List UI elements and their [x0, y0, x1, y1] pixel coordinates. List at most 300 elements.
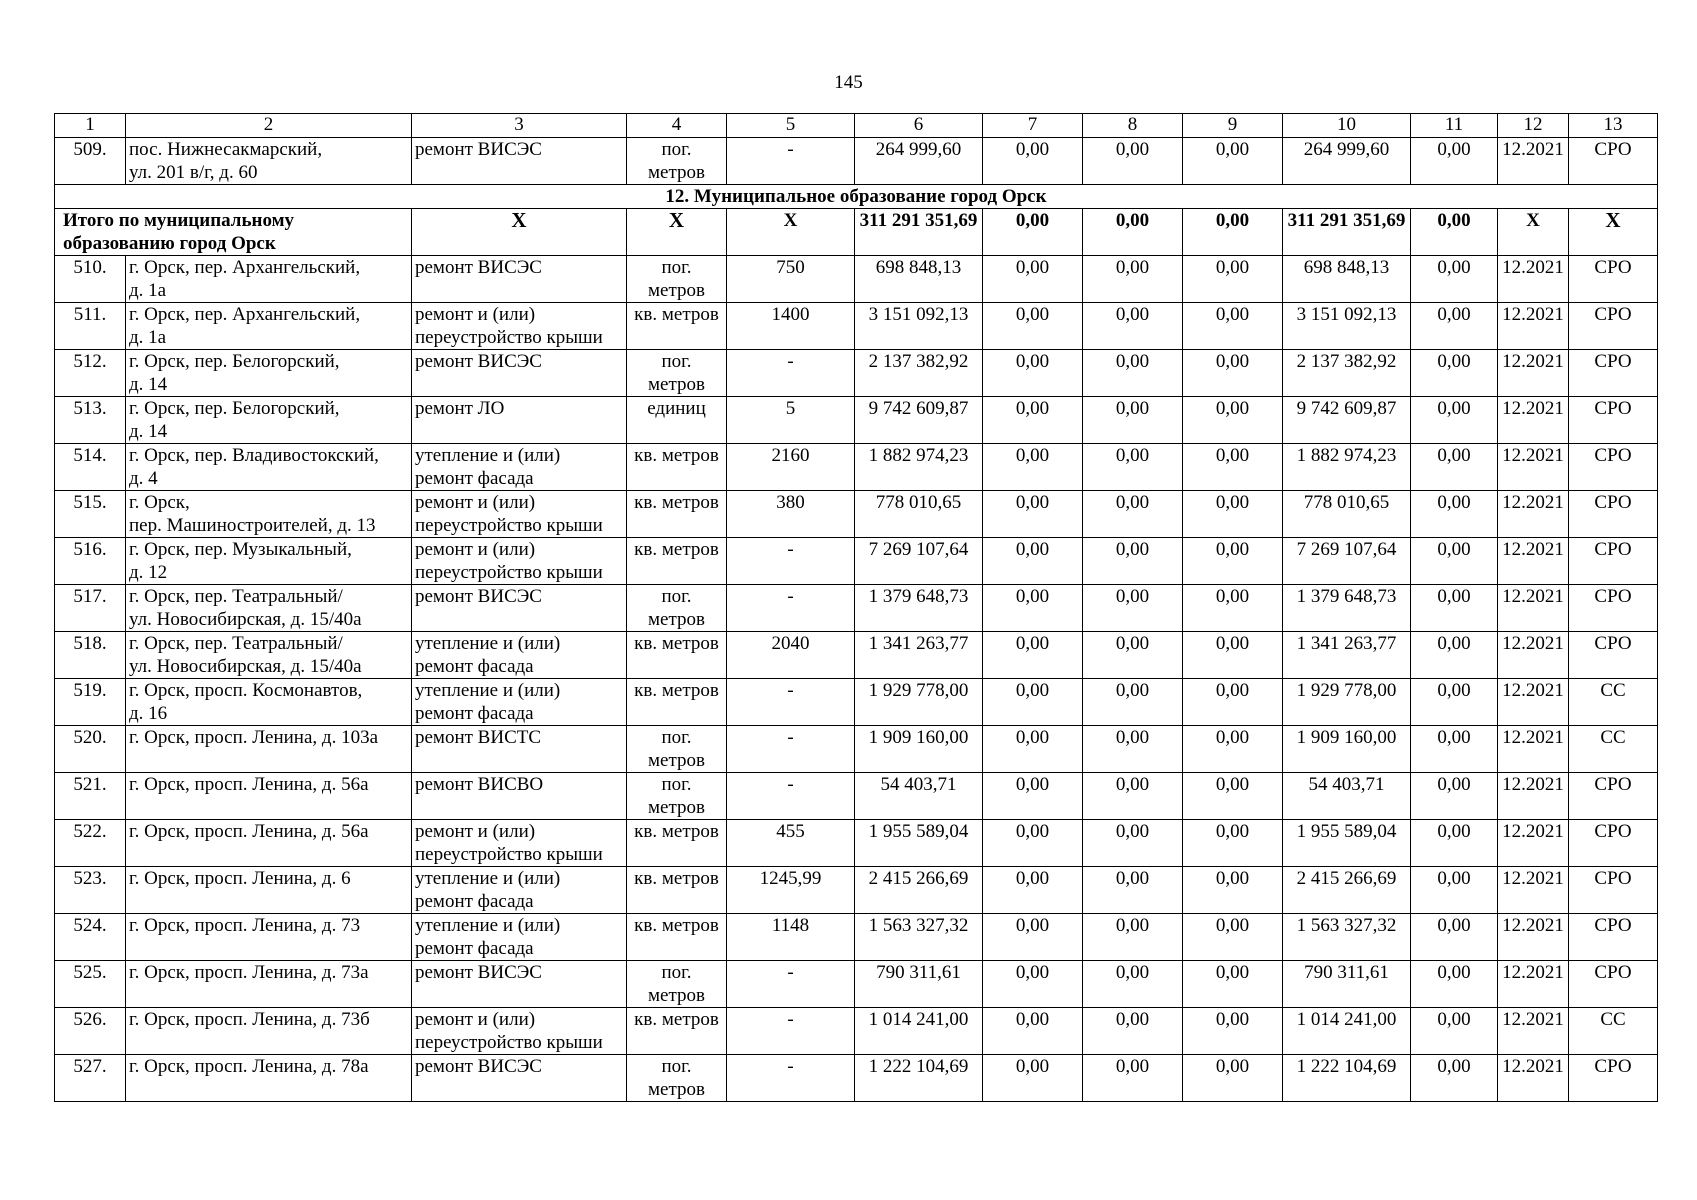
- cost-col10-cell: 698 848,13: [1283, 256, 1411, 303]
- row-number: 526.: [55, 1008, 126, 1055]
- address-cell-line: г. Орск,: [129, 492, 190, 513]
- funding-source-cell: СРО: [1569, 491, 1658, 538]
- table-row: [55, 1055, 1658, 1102]
- section-title-row: [55, 185, 1658, 209]
- quantity-cell: 2040: [727, 632, 855, 679]
- table-row: [55, 632, 1658, 679]
- address-cell-line: д. 4: [129, 468, 158, 489]
- cost-col9-cell: 0,00: [1183, 256, 1283, 303]
- address-cell: [126, 961, 412, 1008]
- funding-source-cell: СРО: [1569, 444, 1658, 491]
- cost-col9-cell: 0,00: [1183, 397, 1283, 444]
- cost-col8-cell: 0,00: [1083, 961, 1183, 1008]
- cost-col10-cell: 1 222 104,69: [1283, 1055, 1411, 1102]
- row-number: 516.: [55, 538, 126, 585]
- cost-col7-cell: 0,00: [983, 914, 1083, 961]
- cost-col8-cell: 0,00: [1083, 632, 1183, 679]
- address-cell-line: г. Орск, пер. Белогорский,: [129, 351, 340, 372]
- total-x-col3: Х: [412, 209, 627, 256]
- cost-col8-cell: 0,00: [1083, 538, 1183, 585]
- address-cell-line: ул. Новосибирская, д. 15/40а: [129, 656, 362, 677]
- quantity-cell: -: [727, 585, 855, 632]
- address-cell-line: г. Орск, просп. Ленина, д. 103а: [129, 727, 379, 748]
- address-cell-line: г. Орск, просп. Ленина, д. 73: [129, 915, 361, 936]
- work-type-cell: [412, 961, 627, 1008]
- table-row: [55, 679, 1658, 726]
- row-number: 522.: [55, 820, 126, 867]
- work-type-cell-line: утепление и (или): [415, 915, 561, 936]
- table-row: [55, 773, 1658, 820]
- address-cell: [126, 914, 412, 961]
- total-cost-cell: 1 882 974,23: [855, 444, 983, 491]
- unit-cell-line: кв. метров: [634, 1009, 719, 1030]
- cost-col9-cell: 0,00: [1183, 1008, 1283, 1055]
- cost-col10-cell: 1 955 589,04: [1283, 820, 1411, 867]
- cost-col11-cell: 0,00: [1411, 303, 1498, 350]
- address-cell-line: д. 16: [129, 703, 168, 724]
- funding-source-cell: СРО: [1569, 256, 1658, 303]
- unit-cell-line: кв. метров: [634, 915, 719, 936]
- cost-col10-cell: 2 415 266,69: [1283, 867, 1411, 914]
- total-cost-col8: 0,00: [1083, 209, 1183, 256]
- cost-col10-cell: 7 269 107,64: [1283, 538, 1411, 585]
- completion-date-cell: 12.2021: [1498, 961, 1569, 1008]
- work-type-cell: [412, 1008, 627, 1055]
- work-type-cell: [412, 138, 627, 185]
- total-x-col13: Х: [1569, 209, 1658, 256]
- row-number: 525.: [55, 961, 126, 1008]
- funding-source-cell: СРО: [1569, 961, 1658, 1008]
- work-type-cell: [412, 773, 627, 820]
- column-header: 6: [855, 114, 983, 138]
- completion-date-cell: 12.2021: [1498, 256, 1569, 303]
- work-type-cell-line: утепление и (или): [415, 445, 561, 466]
- work-type-cell: [412, 256, 627, 303]
- column-header: 5: [727, 114, 855, 138]
- cost-col11-cell: 0,00: [1411, 256, 1498, 303]
- work-type-cell-line: ремонт ВИСВО: [415, 774, 544, 795]
- total-cost-cell: 9 742 609,87: [855, 397, 983, 444]
- cost-col7-cell: 0,00: [983, 303, 1083, 350]
- unit-cell: [627, 1008, 727, 1055]
- cost-col11-cell: 0,00: [1411, 773, 1498, 820]
- completion-date-cell: 12.2021: [1498, 138, 1569, 185]
- address-cell-line: г. Орск, просп. Ленина, д. 6: [129, 868, 351, 889]
- work-type-cell-line: утепление и (или): [415, 633, 561, 654]
- cost-col9-cell: 0,00: [1183, 867, 1283, 914]
- cost-col11-cell: 0,00: [1411, 397, 1498, 444]
- work-type-cell-line: ремонт ВИСЭС: [415, 139, 542, 160]
- column-header: 2: [126, 114, 412, 138]
- unit-cell: [627, 491, 727, 538]
- address-cell: [126, 1008, 412, 1055]
- cost-col11-cell: 0,00: [1411, 350, 1498, 397]
- quantity-cell: -: [727, 726, 855, 773]
- address-cell-line: г. Орск, пер. Архангельский,: [129, 304, 361, 325]
- completion-date-cell: 12.2021: [1498, 867, 1569, 914]
- cost-col8-cell: 0,00: [1083, 397, 1183, 444]
- cost-col9-cell: 0,00: [1183, 585, 1283, 632]
- total-cost-cell: 790 311,61: [855, 961, 983, 1008]
- unit-cell-line: метров: [648, 609, 705, 630]
- cost-col11-cell: 0,00: [1411, 632, 1498, 679]
- table-row: [55, 867, 1658, 914]
- unit-cell: [627, 773, 727, 820]
- column-header: 11: [1411, 114, 1498, 138]
- unit-cell: [627, 679, 727, 726]
- cost-col8-cell: 0,00: [1083, 867, 1183, 914]
- cost-col10-cell: 54 403,71: [1283, 773, 1411, 820]
- column-header: 3: [412, 114, 627, 138]
- work-type-cell-line: ремонт и (или): [415, 492, 536, 513]
- work-type-cell-line: ремонт ВИСТС: [415, 727, 542, 748]
- work-type-cell: [412, 303, 627, 350]
- column-header: 4: [627, 114, 727, 138]
- column-header: 9: [1183, 114, 1283, 138]
- work-type-cell: [412, 679, 627, 726]
- quantity-cell: -: [727, 1055, 855, 1102]
- quantity-cell: -: [727, 1008, 855, 1055]
- work-type-cell-line: переустройство крыши: [415, 844, 603, 865]
- work-type-cell-line: ремонт и (или): [415, 821, 536, 842]
- funding-source-cell: СРО: [1569, 303, 1658, 350]
- address-cell: [126, 256, 412, 303]
- unit-cell: [627, 867, 727, 914]
- funding-source-cell: СРО: [1569, 773, 1658, 820]
- unit-cell: [627, 585, 727, 632]
- funding-source-cell: СРО: [1569, 1055, 1658, 1102]
- address-cell-line: г. Орск, просп. Ленина, д. 56а: [129, 821, 369, 842]
- unit-cell-line: метров: [648, 1079, 705, 1100]
- work-type-cell-line: переустройство крыши: [415, 1032, 603, 1053]
- cost-col7-cell: 0,00: [983, 961, 1083, 1008]
- work-type-cell-line: ремонт фасада: [415, 938, 534, 959]
- total-cost-col6: 311 291 351,69: [855, 209, 983, 256]
- total-cost-cell: 1 955 589,04: [855, 820, 983, 867]
- cost-col8-cell: 0,00: [1083, 256, 1183, 303]
- work-type-cell-line: переустройство крыши: [415, 515, 603, 536]
- address-cell: [126, 444, 412, 491]
- row-number: 515.: [55, 491, 126, 538]
- completion-date-cell: 12.2021: [1498, 1055, 1569, 1102]
- work-type-cell-line: ремонт фасада: [415, 703, 534, 724]
- unit-cell-line: метров: [648, 280, 705, 301]
- unit-cell: [627, 538, 727, 585]
- total-x-col12: Х: [1498, 209, 1569, 256]
- unit-cell-line: пог.: [661, 774, 692, 795]
- table-row: [55, 491, 1658, 538]
- address-cell-line: г. Орск, просп. Ленина, д. 73а: [129, 962, 369, 983]
- cost-col10-cell: 3 151 092,13: [1283, 303, 1411, 350]
- row-number: 510.: [55, 256, 126, 303]
- funding-source-cell: СРО: [1569, 867, 1658, 914]
- cost-col9-cell: 0,00: [1183, 350, 1283, 397]
- address-cell-line: д. 12: [129, 562, 168, 583]
- total-cost-cell: 3 151 092,13: [855, 303, 983, 350]
- cost-col11-cell: 0,00: [1411, 1055, 1498, 1102]
- address-cell-line: г. Орск, пер. Театральный/: [129, 633, 343, 654]
- work-type-cell: [412, 444, 627, 491]
- unit-cell: [627, 820, 727, 867]
- row-number: 521.: [55, 773, 126, 820]
- total-label: [55, 209, 412, 256]
- address-cell-line: г. Орск, пер. Архангельский,: [129, 257, 361, 278]
- address-cell-line: г. Орск, просп. Космонавтов,: [129, 680, 363, 701]
- cost-col7-cell: 0,00: [983, 138, 1083, 185]
- funding-source-cell: СРО: [1569, 820, 1658, 867]
- completion-date-cell: 12.2021: [1498, 726, 1569, 773]
- quantity-cell: 750: [727, 256, 855, 303]
- cost-col7-cell: 0,00: [983, 491, 1083, 538]
- unit-cell-line: метров: [648, 797, 705, 818]
- table-row: [55, 585, 1658, 632]
- work-type-cell-line: ремонт ВИСЭС: [415, 586, 542, 607]
- quantity-cell: -: [727, 538, 855, 585]
- unit-cell: [627, 350, 727, 397]
- row-number: 518.: [55, 632, 126, 679]
- address-cell-line: д. 14: [129, 374, 168, 395]
- table-row: [55, 726, 1658, 773]
- quantity-cell: 1400: [727, 303, 855, 350]
- unit-cell-line: кв. метров: [634, 445, 719, 466]
- funding-source-cell: СС: [1569, 1008, 1658, 1055]
- address-cell: [126, 491, 412, 538]
- unit-cell-line: кв. метров: [634, 304, 719, 325]
- quantity-cell: -: [727, 773, 855, 820]
- row-number: 523.: [55, 867, 126, 914]
- address-cell-line: ул. 201 в/г, д. 60: [129, 162, 258, 183]
- row-number: 517.: [55, 585, 126, 632]
- quantity-cell: 455: [727, 820, 855, 867]
- total-cost-cell: 1 341 263,77: [855, 632, 983, 679]
- completion-date-cell: 12.2021: [1498, 491, 1569, 538]
- unit-cell-line: метров: [648, 162, 705, 183]
- cost-col10-cell: 1 909 160,00: [1283, 726, 1411, 773]
- quantity-cell: 2160: [727, 444, 855, 491]
- unit-cell-line: пог.: [661, 962, 692, 983]
- unit-cell: [627, 961, 727, 1008]
- cost-col11-cell: 0,00: [1411, 820, 1498, 867]
- row-number: 511.: [55, 303, 126, 350]
- work-type-cell-line: ремонт фасада: [415, 656, 534, 677]
- completion-date-cell: 12.2021: [1498, 303, 1569, 350]
- cost-col8-cell: 0,00: [1083, 773, 1183, 820]
- quantity-cell: -: [727, 350, 855, 397]
- total-cost-cell: 2 137 382,92: [855, 350, 983, 397]
- table-row: [55, 961, 1658, 1008]
- address-cell: [126, 820, 412, 867]
- cost-col9-cell: 0,00: [1183, 491, 1283, 538]
- unit-cell: [627, 444, 727, 491]
- cost-col9-cell: 0,00: [1183, 773, 1283, 820]
- total-label-line: образованию город Орск: [63, 233, 276, 254]
- cost-col10-cell: 1 341 263,77: [1283, 632, 1411, 679]
- page-number: 145: [834, 72, 863, 93]
- cost-col10-cell: 790 311,61: [1283, 961, 1411, 1008]
- work-type-cell-line: ремонт ВИСЭС: [415, 257, 542, 278]
- funding-source-cell: СС: [1569, 679, 1658, 726]
- work-type-cell: [412, 632, 627, 679]
- address-cell-line: г. Орск, пер. Белогорский,: [129, 398, 340, 419]
- column-header: 12: [1498, 114, 1569, 138]
- unit-cell-line: кв. метров: [634, 492, 719, 513]
- address-cell: [126, 867, 412, 914]
- unit-cell-line: кв. метров: [634, 539, 719, 560]
- funding-source-cell: СРО: [1569, 350, 1658, 397]
- cost-col11-cell: 0,00: [1411, 538, 1498, 585]
- total-cost-cell: 1 909 160,00: [855, 726, 983, 773]
- unit-cell-line: метров: [648, 750, 705, 771]
- cost-col10-cell: 264 999,60: [1283, 138, 1411, 185]
- address-cell: [126, 397, 412, 444]
- cost-col10-cell: 1 379 648,73: [1283, 585, 1411, 632]
- cost-col9-cell: 0,00: [1183, 303, 1283, 350]
- unit-cell-line: метров: [648, 374, 705, 395]
- address-cell-line: г. Орск, просп. Ленина, д. 73б: [129, 1009, 370, 1030]
- cost-col9-cell: 0,00: [1183, 538, 1283, 585]
- address-cell: [126, 303, 412, 350]
- work-type-cell: [412, 914, 627, 961]
- total-cost-cell: 7 269 107,64: [855, 538, 983, 585]
- cost-col8-cell: 0,00: [1083, 914, 1183, 961]
- column-header: 8: [1083, 114, 1183, 138]
- address-cell-line: г. Орск, пер. Владивостокский,: [129, 445, 379, 466]
- work-type-cell-line: ремонт ВИСЭС: [415, 351, 542, 372]
- address-cell-line: ул. Новосибирская, д. 15/40а: [129, 609, 362, 630]
- address-cell: [126, 138, 412, 185]
- cost-col10-cell: 1 014 241,00: [1283, 1008, 1411, 1055]
- quantity-cell: -: [727, 679, 855, 726]
- cost-col8-cell: 0,00: [1083, 1008, 1183, 1055]
- address-cell-line: г. Орск, пер. Театральный/: [129, 586, 343, 607]
- work-type-cell-line: ремонт фасада: [415, 891, 534, 912]
- cost-col7-cell: 0,00: [983, 632, 1083, 679]
- column-header: 7: [983, 114, 1083, 138]
- address-cell-line: пер. Машиностроителей, д. 13: [129, 515, 376, 536]
- unit-cell-line: пог.: [661, 1056, 692, 1077]
- cost-col8-cell: 0,00: [1083, 350, 1183, 397]
- section-title: 12. Муниципальное образование город Орск: [55, 185, 1658, 209]
- cost-col8-cell: 0,00: [1083, 138, 1183, 185]
- total-cost-cell: 1 014 241,00: [855, 1008, 983, 1055]
- table-row: [55, 444, 1658, 491]
- work-type-cell: [412, 1055, 627, 1102]
- unit-cell: [627, 726, 727, 773]
- work-type-cell-line: ремонт и (или): [415, 1009, 536, 1030]
- table-row: [55, 914, 1658, 961]
- completion-date-cell: 12.2021: [1498, 350, 1569, 397]
- total-cost-col10: 311 291 351,69: [1283, 209, 1411, 256]
- table-row: [55, 1008, 1658, 1055]
- column-header: 13: [1569, 114, 1658, 138]
- row-number: 520.: [55, 726, 126, 773]
- address-cell-line: д. 1а: [129, 327, 167, 348]
- address-cell-line: пос. Нижнесакмарский,: [129, 139, 323, 160]
- cost-col7-cell: 0,00: [983, 679, 1083, 726]
- address-cell: [126, 632, 412, 679]
- table-row: [55, 538, 1658, 585]
- completion-date-cell: 12.2021: [1498, 679, 1569, 726]
- address-cell-line: г. Орск, просп. Ленина, д. 56а: [129, 774, 369, 795]
- cost-col7-cell: 0,00: [983, 1055, 1083, 1102]
- total-cost-col9: 0,00: [1183, 209, 1283, 256]
- address-cell-line: г. Орск, пер. Музыкальный,: [129, 539, 352, 560]
- work-type-cell-line: утепление и (или): [415, 868, 561, 889]
- address-cell: [126, 585, 412, 632]
- cost-col11-cell: 0,00: [1411, 138, 1498, 185]
- cost-col11-cell: 0,00: [1411, 914, 1498, 961]
- work-type-cell-line: ремонт и (или): [415, 304, 536, 325]
- total-cost-cell: 2 415 266,69: [855, 867, 983, 914]
- cost-col8-cell: 0,00: [1083, 726, 1183, 773]
- completion-date-cell: 12.2021: [1498, 444, 1569, 491]
- unit-cell: [627, 256, 727, 303]
- column-header: 10: [1283, 114, 1411, 138]
- work-type-cell: [412, 350, 627, 397]
- work-type-cell-line: ремонт ВИСЭС: [415, 1056, 542, 1077]
- cost-col11-cell: 0,00: [1411, 1008, 1498, 1055]
- address-cell: [126, 538, 412, 585]
- unit-cell-line: кв. метров: [634, 680, 719, 701]
- address-cell: [126, 726, 412, 773]
- row-number: 513.: [55, 397, 126, 444]
- table-row: [55, 820, 1658, 867]
- cost-col7-cell: 0,00: [983, 773, 1083, 820]
- table-row: [55, 350, 1658, 397]
- work-type-cell-line: ремонт и (или): [415, 539, 536, 560]
- completion-date-cell: 12.2021: [1498, 538, 1569, 585]
- unit-cell: [627, 632, 727, 679]
- address-cell-line: г. Орск, просп. Ленина, д. 78а: [129, 1056, 369, 1077]
- total-cost-cell: 264 999,60: [855, 138, 983, 185]
- unit-cell: [627, 138, 727, 185]
- funding-source-cell: СРО: [1569, 914, 1658, 961]
- quantity-cell: 5: [727, 397, 855, 444]
- cost-col7-cell: 0,00: [983, 444, 1083, 491]
- cost-col8-cell: 0,00: [1083, 585, 1183, 632]
- column-header: 1: [55, 114, 126, 138]
- completion-date-cell: 12.2021: [1498, 585, 1569, 632]
- total-cost-cell: 54 403,71: [855, 773, 983, 820]
- cost-col11-cell: 0,00: [1411, 726, 1498, 773]
- unit-cell: [627, 1055, 727, 1102]
- work-type-cell-line: утепление и (или): [415, 680, 561, 701]
- row-number: 519.: [55, 679, 126, 726]
- total-cost-cell: 698 848,13: [855, 256, 983, 303]
- cost-col9-cell: 0,00: [1183, 1055, 1283, 1102]
- funding-source-cell: СРО: [1569, 397, 1658, 444]
- cost-col7-cell: 0,00: [983, 350, 1083, 397]
- address-cell-line: д. 1а: [129, 280, 167, 301]
- completion-date-cell: 12.2021: [1498, 914, 1569, 961]
- cost-col11-cell: 0,00: [1411, 961, 1498, 1008]
- work-type-cell: [412, 820, 627, 867]
- cost-col10-cell: 778 010,65: [1283, 491, 1411, 538]
- unit-cell-line: пог.: [661, 727, 692, 748]
- work-type-cell-line: ремонт ВИСЭС: [415, 962, 542, 983]
- work-type-cell: [412, 491, 627, 538]
- funding-source-cell: СРО: [1569, 632, 1658, 679]
- total-label-line: Итого по муниципальному: [63, 210, 295, 231]
- cost-col10-cell: 1 882 974,23: [1283, 444, 1411, 491]
- cost-col7-cell: 0,00: [983, 1008, 1083, 1055]
- total-cost-cell: 1 929 778,00: [855, 679, 983, 726]
- work-type-cell: [412, 867, 627, 914]
- cost-col9-cell: 0,00: [1183, 444, 1283, 491]
- unit-cell-line: единиц: [647, 398, 706, 419]
- cost-col7-cell: 0,00: [983, 820, 1083, 867]
- work-type-cell-line: ремонт ЛО: [415, 398, 505, 419]
